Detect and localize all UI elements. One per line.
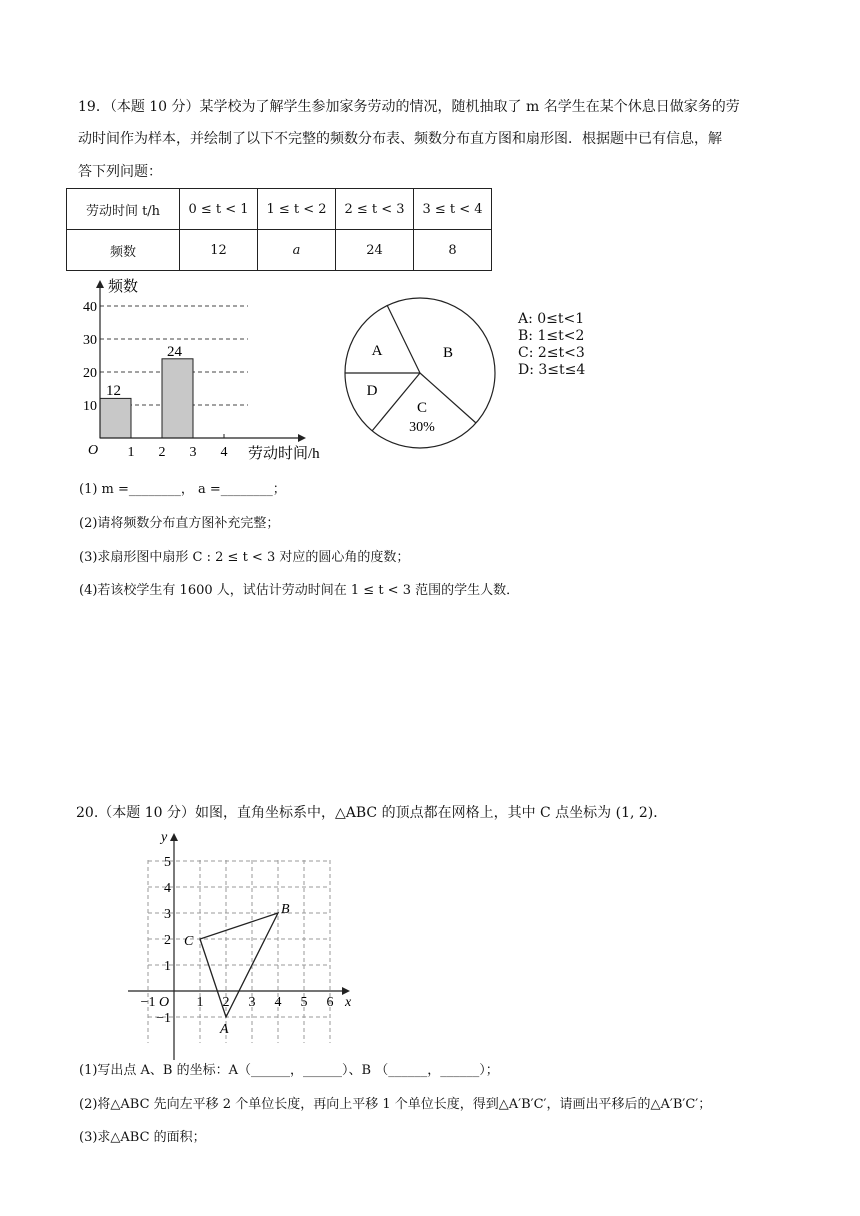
x-tick-label: 4	[220, 445, 228, 460]
table-header-cell: 1 ≤ t < 2	[258, 189, 336, 230]
y-tick-label: 40	[83, 300, 97, 315]
q19-sub4: (4)若该校学生有 1600 人，试估计劳动时间在 1 ≤ t < 3 范围的学生人数．	[79, 583, 520, 598]
pie-label-b: B	[442, 345, 454, 361]
q19-sub3: (3)求扇形图中扇形 C : 2 ≤ t < 3 对应的圆心角的度数；	[79, 550, 410, 565]
origin-label: O	[88, 443, 99, 458]
x-tick-label: 4	[274, 995, 282, 1010]
x-tick-label: 2	[158, 445, 166, 460]
y-axis-label: 频数	[108, 279, 139, 295]
x-axis-arrow	[342, 987, 350, 995]
y-tick-label: 4	[164, 881, 171, 896]
pie-chart	[340, 290, 510, 470]
y-tick-label: 10	[83, 399, 97, 414]
x-tick-label: 3	[189, 445, 197, 460]
y-axis-arrow	[170, 833, 178, 841]
q19-line1: 19．（本题 10 分）某学校为了解学生参加家务劳动的情况，随机抽取了 m 名学生在某个休息日做家务的劳	[78, 99, 740, 115]
x-tick-label: 2	[222, 995, 230, 1010]
y-tick-label: 30	[83, 333, 97, 348]
vertex-label-a: A	[220, 1022, 229, 1037]
legend-item: D: 3≤t≤4	[518, 362, 586, 378]
coordinate-grid	[120, 828, 365, 1063]
q20-sub1: (1)写出点 A、B 的坐标：A（______，______）、B （______，______）；	[79, 1063, 499, 1078]
q20-sub2: (2)将△ABC 先向左平移 2 个单位长度，再向上平移 1 个单位长度，得到△A′B′C′，请画出平移后的△A′B′C′；	[79, 1097, 712, 1112]
legend-item: B: 1≤t<2	[518, 328, 585, 344]
y-tick-label: 5	[164, 855, 171, 870]
y-axis-arrow	[96, 280, 104, 288]
grid-lines	[148, 860, 330, 1043]
table-header-cell: 劳动时间 t/h	[67, 189, 180, 230]
table-cell: 24	[336, 230, 414, 271]
x-axis-arrow	[298, 434, 306, 442]
y-tick-label: 1	[164, 959, 171, 974]
legend-item: C: 2≤t<3	[518, 345, 585, 361]
bar-data-label: 12	[106, 383, 121, 399]
q19-sub1: (1) m =________， a =________；	[79, 482, 286, 497]
table-cell: a	[258, 230, 336, 271]
histogram-bar-0-1	[100, 398, 131, 438]
table-row-label: 频数	[67, 230, 180, 271]
vertex-label-c: C	[184, 934, 194, 949]
table-row	[67, 230, 492, 271]
y-axis-name: y	[161, 830, 168, 845]
pie-label-a: A	[371, 343, 383, 359]
q20-line1: 20.（本题 10 分）如图，直角坐标系中，△ABC 的顶点都在网格上，其中 C 点坐标为 (1, 2)．	[76, 805, 668, 821]
x-tick-label: 5	[300, 995, 308, 1010]
frequency-histogram	[70, 272, 340, 472]
legend-item: A: 0≤t<1	[518, 311, 585, 327]
table-cell: 8	[414, 230, 492, 271]
y-tick-label: 2	[164, 933, 171, 948]
x-tick-label: 6	[326, 995, 334, 1010]
pie-label-d: D	[366, 383, 378, 399]
frequency-table	[66, 188, 492, 271]
vertex-label-b: B	[281, 902, 290, 917]
y-tick-label: −1	[156, 1011, 171, 1026]
histogram-bar-2-3	[162, 359, 193, 438]
y-tick-label: 20	[83, 366, 97, 381]
pie-legend	[518, 311, 585, 379]
x-tick-label: −1	[140, 995, 156, 1010]
table-header-row	[67, 189, 492, 230]
x-tick-label: 1	[127, 445, 135, 460]
q19-line2: 动时间作为样本，并绘制了以下不完整的频数分布表、频数分布直方图和扇形图．根据题中已有信息，解	[78, 131, 722, 147]
pie-percent-c: 30%	[409, 420, 435, 435]
x-axis-label: 劳动时间/h	[248, 446, 320, 462]
pie-label-c: C	[416, 400, 428, 416]
x-axis-name: x	[345, 995, 352, 1010]
table-cell: 12	[180, 230, 258, 271]
x-tick-label: 3	[248, 995, 256, 1010]
q19-line3: 答下列问题：	[78, 164, 162, 180]
table-header-cell: 0 ≤ t < 1	[180, 189, 258, 230]
x-tick-label: 1	[196, 995, 204, 1010]
bar-data-label: 24	[167, 344, 182, 360]
origin-label: O	[159, 995, 170, 1010]
table-header-cell: 3 ≤ t < 4	[414, 189, 492, 230]
table-header-cell: 2 ≤ t < 3	[336, 189, 414, 230]
q19-sub2: (2)请将频数分布直方图补充完整；	[79, 516, 280, 531]
q20-sub3: (3)求△ABC 的面积；	[79, 1130, 206, 1145]
y-tick-label: 3	[164, 907, 171, 922]
